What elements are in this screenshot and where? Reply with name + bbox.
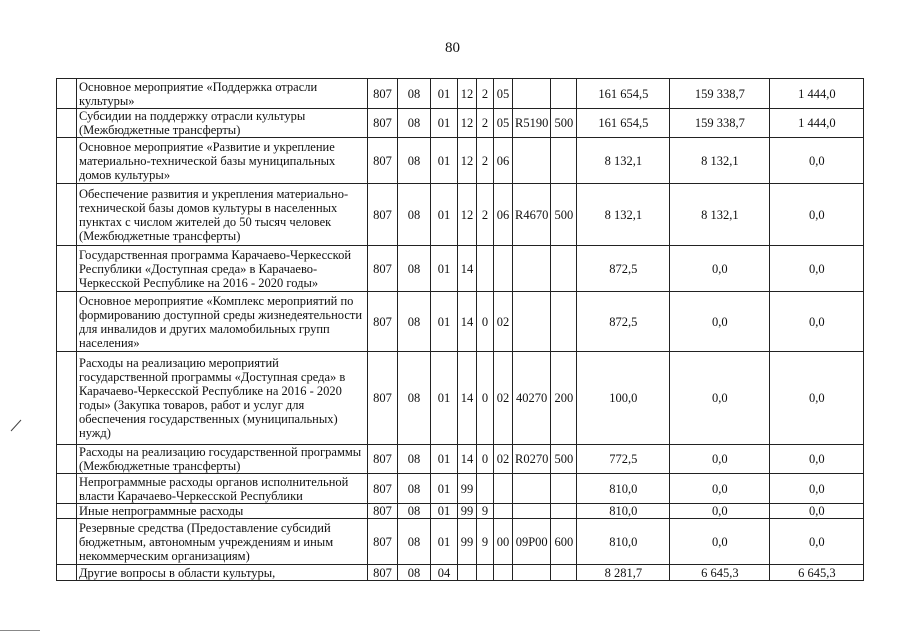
code-cell-c8 <box>551 565 577 581</box>
amount-cell-v1: 772,5 <box>577 445 670 474</box>
code-cell-c2: 08 <box>398 474 431 504</box>
amount-cell-v3: 0,0 <box>770 445 864 474</box>
row-name-cell: Обеспечение развития и укрепления материально-технической базы домов культуры в населенных пунктах с числом жителей до 50 тысяч человек (Межбюджетные трансферты) <box>77 184 368 246</box>
budget-table <box>56 78 864 581</box>
code-cell-c4: 12 <box>458 138 477 184</box>
code-cell-c2: 08 <box>398 352 431 445</box>
code-cell-c8: 500 <box>551 184 577 246</box>
code-cell-c7 <box>513 79 551 109</box>
amount-cell-v3: 1 444,0 <box>770 109 864 138</box>
amount-cell-v1: 161 654,5 <box>577 109 670 138</box>
amount-cell-v3: 1 444,0 <box>770 79 864 109</box>
code-cell-c3: 01 <box>431 474 458 504</box>
code-cell-c2: 08 <box>398 79 431 109</box>
code-cell-c4: 12 <box>458 184 477 246</box>
amount-cell-v3: 0,0 <box>770 474 864 504</box>
blank-cell <box>57 565 77 581</box>
code-cell-c8: 500 <box>551 445 577 474</box>
code-cell-c3: 01 <box>431 246 458 292</box>
table-row <box>57 352 864 445</box>
amount-cell-v1: 872,5 <box>577 292 670 352</box>
code-cell-c3: 04 <box>431 565 458 581</box>
code-cell-c2: 08 <box>398 519 431 565</box>
amount-cell-v2: 6 645,3 <box>670 565 770 581</box>
code-cell-c7 <box>513 138 551 184</box>
table-row <box>57 246 864 292</box>
code-cell-c6 <box>494 474 513 504</box>
code-cell-c5: 9 <box>477 504 494 519</box>
table-row <box>57 565 864 581</box>
row-name-cell: Другие вопросы в области культуры, <box>77 565 368 581</box>
amount-cell-v2: 0,0 <box>670 246 770 292</box>
code-cell-c8 <box>551 246 577 292</box>
code-cell-c1: 807 <box>368 504 398 519</box>
code-cell-c5: 0 <box>477 352 494 445</box>
code-cell-c4: 14 <box>458 246 477 292</box>
code-cell-c6: 06 <box>494 184 513 246</box>
code-cell-c2: 08 <box>398 445 431 474</box>
amount-cell-v3: 0,0 <box>770 184 864 246</box>
page-number: 80 <box>445 40 460 56</box>
table-row <box>57 138 864 184</box>
amount-cell-v2: 8 132,1 <box>670 138 770 184</box>
row-name-cell: Иные непрограммные расходы <box>77 504 368 519</box>
blank-cell <box>57 519 77 565</box>
amount-cell-v1: 810,0 <box>577 474 670 504</box>
blank-cell <box>57 292 77 352</box>
code-cell-c8: 200 <box>551 352 577 445</box>
blank-cell <box>57 504 77 519</box>
code-cell-c3: 01 <box>431 109 458 138</box>
code-cell-c1: 807 <box>368 246 398 292</box>
code-cell-c5 <box>477 246 494 292</box>
code-cell-c7: 09Р00 <box>513 519 551 565</box>
row-name-cell: Государственная программа Карачаево-Черкесской Республики «Доступная среда» в Карачаево-Черкесской Республике на 2016 - 2020 годы» <box>77 246 368 292</box>
table-row <box>57 79 864 109</box>
code-cell-c7: R0270 <box>513 445 551 474</box>
code-cell-c2: 08 <box>398 565 431 581</box>
code-cell-c4: 12 <box>458 109 477 138</box>
code-cell-c1: 807 <box>368 445 398 474</box>
code-cell-c1: 807 <box>368 474 398 504</box>
amount-cell-v3: 0,0 <box>770 504 864 519</box>
amount-cell-v2: 0,0 <box>670 519 770 565</box>
code-cell-c5: 0 <box>477 445 494 474</box>
code-cell-c5: 0 <box>477 292 494 352</box>
code-cell-c6: 02 <box>494 352 513 445</box>
code-cell-c7: R4670 <box>513 184 551 246</box>
code-cell-c6: 02 <box>494 292 513 352</box>
table-row <box>57 184 864 246</box>
amount-cell-v3: 0,0 <box>770 138 864 184</box>
blank-cell <box>57 138 77 184</box>
code-cell-c2: 08 <box>398 504 431 519</box>
row-name-cell: Непрограммные расходы органов исполнительной власти Карачаево-Черкесской Республики <box>77 474 368 504</box>
code-cell-c5: 2 <box>477 109 494 138</box>
code-cell-c1: 807 <box>368 138 398 184</box>
code-cell-c1: 807 <box>368 184 398 246</box>
code-cell-c8: 500 <box>551 109 577 138</box>
blank-cell <box>57 352 77 445</box>
code-cell-c1: 807 <box>368 519 398 565</box>
code-cell-c1: 807 <box>368 109 398 138</box>
row-name-cell: Расходы на реализацию государственной программы (Межбюджетные трансферты) <box>77 445 368 474</box>
row-name-cell: Основное мероприятие «Поддержка отрасли культуры» <box>77 79 368 109</box>
amount-cell-v3: 0,0 <box>770 292 864 352</box>
blank-cell <box>57 445 77 474</box>
code-cell-c3: 01 <box>431 504 458 519</box>
amount-cell-v3: 0,0 <box>770 519 864 565</box>
code-cell-c7 <box>513 565 551 581</box>
amount-cell-v1: 8 132,1 <box>577 184 670 246</box>
code-cell-c4: 14 <box>458 292 477 352</box>
code-cell-c8: 600 <box>551 519 577 565</box>
amount-cell-v1: 872,5 <box>577 246 670 292</box>
amount-cell-v1: 161 654,5 <box>577 79 670 109</box>
scan-artifact <box>0 630 40 631</box>
code-cell-c1: 807 <box>368 352 398 445</box>
table-body <box>57 79 864 581</box>
code-cell-c4: 99 <box>458 504 477 519</box>
code-cell-c2: 08 <box>398 109 431 138</box>
code-cell-c3: 01 <box>431 184 458 246</box>
code-cell-c4: 99 <box>458 474 477 504</box>
code-cell-c6: 05 <box>494 109 513 138</box>
amount-cell-v2: 159 338,7 <box>670 79 770 109</box>
row-name-cell: Резервные средства (Предоставление субсидий бюджетным, автономным учреждениям и иным некоммерческим организациям) <box>77 519 368 565</box>
amount-cell-v2: 0,0 <box>670 474 770 504</box>
code-cell-c3: 01 <box>431 138 458 184</box>
code-cell-c5 <box>477 565 494 581</box>
amount-cell-v2: 159 338,7 <box>670 109 770 138</box>
amount-cell-v2: 0,0 <box>670 352 770 445</box>
blank-cell <box>57 109 77 138</box>
code-cell-c5: 2 <box>477 138 494 184</box>
table-row <box>57 519 864 565</box>
amount-cell-v2: 8 132,1 <box>670 184 770 246</box>
row-name-cell: Расходы на реализацию мероприятий государственной программы «Доступная среда» в Карачаево-Черкесской Республике на 2016 - 2020 годы» (Закупка товаров, работ и услуг для обеспечения государственных (муниципальных) нужд) <box>77 352 368 445</box>
row-name-cell: Основное мероприятие «Комплекс мероприятий по формированию доступной среды жизнедеятельности для инвалидов и других маломобильных групп населения» <box>77 292 368 352</box>
blank-cell <box>57 79 77 109</box>
amount-cell-v2: 0,0 <box>670 504 770 519</box>
code-cell-c4: 14 <box>458 445 477 474</box>
code-cell-c8 <box>551 504 577 519</box>
table-row <box>57 445 864 474</box>
code-cell-c2: 08 <box>398 138 431 184</box>
code-cell-c1: 807 <box>368 565 398 581</box>
code-cell-c4: 12 <box>458 79 477 109</box>
code-cell-c8 <box>551 474 577 504</box>
amount-cell-v3: 0,0 <box>770 352 864 445</box>
blank-cell <box>57 184 77 246</box>
code-cell-c7: 40270 <box>513 352 551 445</box>
code-cell-c6 <box>494 246 513 292</box>
amount-cell-v1: 8 132,1 <box>577 138 670 184</box>
pen-mark-icon <box>9 418 23 432</box>
code-cell-c3: 01 <box>431 519 458 565</box>
code-cell-c7 <box>513 474 551 504</box>
table-row <box>57 292 864 352</box>
code-cell-c7 <box>513 292 551 352</box>
code-cell-c2: 08 <box>398 292 431 352</box>
code-cell-c7: R5190 <box>513 109 551 138</box>
code-cell-c6: 00 <box>494 519 513 565</box>
code-cell-c2: 08 <box>398 184 431 246</box>
code-cell-c3: 01 <box>431 445 458 474</box>
blank-cell <box>57 474 77 504</box>
amount-cell-v1: 100,0 <box>577 352 670 445</box>
row-name-cell: Субсидии на поддержку отрасли культуры (Межбюджетные трансферты) <box>77 109 368 138</box>
code-cell-c7 <box>513 246 551 292</box>
row-name-cell: Основное мероприятие «Развитие и укрепление материально-технической базы муниципальных домов культуры» <box>77 138 368 184</box>
code-cell-c8 <box>551 292 577 352</box>
code-cell-c5: 2 <box>477 79 494 109</box>
code-cell-c6: 06 <box>494 138 513 184</box>
code-cell-c6: 02 <box>494 445 513 474</box>
code-cell-c7 <box>513 504 551 519</box>
blank-cell <box>57 246 77 292</box>
code-cell-c6 <box>494 504 513 519</box>
table-row <box>57 109 864 138</box>
amount-cell-v3: 6 645,3 <box>770 565 864 581</box>
table-row <box>57 474 864 504</box>
code-cell-c1: 807 <box>368 292 398 352</box>
code-cell-c4: 99 <box>458 519 477 565</box>
table-row <box>57 504 864 519</box>
code-cell-c5: 9 <box>477 519 494 565</box>
code-cell-c8 <box>551 79 577 109</box>
code-cell-c4: 14 <box>458 352 477 445</box>
amount-cell-v2: 0,0 <box>670 292 770 352</box>
code-cell-c5: 2 <box>477 184 494 246</box>
code-cell-c6: 05 <box>494 79 513 109</box>
code-cell-c2: 08 <box>398 246 431 292</box>
code-cell-c3: 01 <box>431 352 458 445</box>
amount-cell-v1: 8 281,7 <box>577 565 670 581</box>
code-cell-c4 <box>458 565 477 581</box>
code-cell-c8 <box>551 138 577 184</box>
amount-cell-v2: 0,0 <box>670 445 770 474</box>
amount-cell-v3: 0,0 <box>770 246 864 292</box>
code-cell-c3: 01 <box>431 79 458 109</box>
code-cell-c6 <box>494 565 513 581</box>
code-cell-c1: 807 <box>368 79 398 109</box>
amount-cell-v1: 810,0 <box>577 504 670 519</box>
code-cell-c5 <box>477 474 494 504</box>
amount-cell-v1: 810,0 <box>577 519 670 565</box>
code-cell-c3: 01 <box>431 292 458 352</box>
